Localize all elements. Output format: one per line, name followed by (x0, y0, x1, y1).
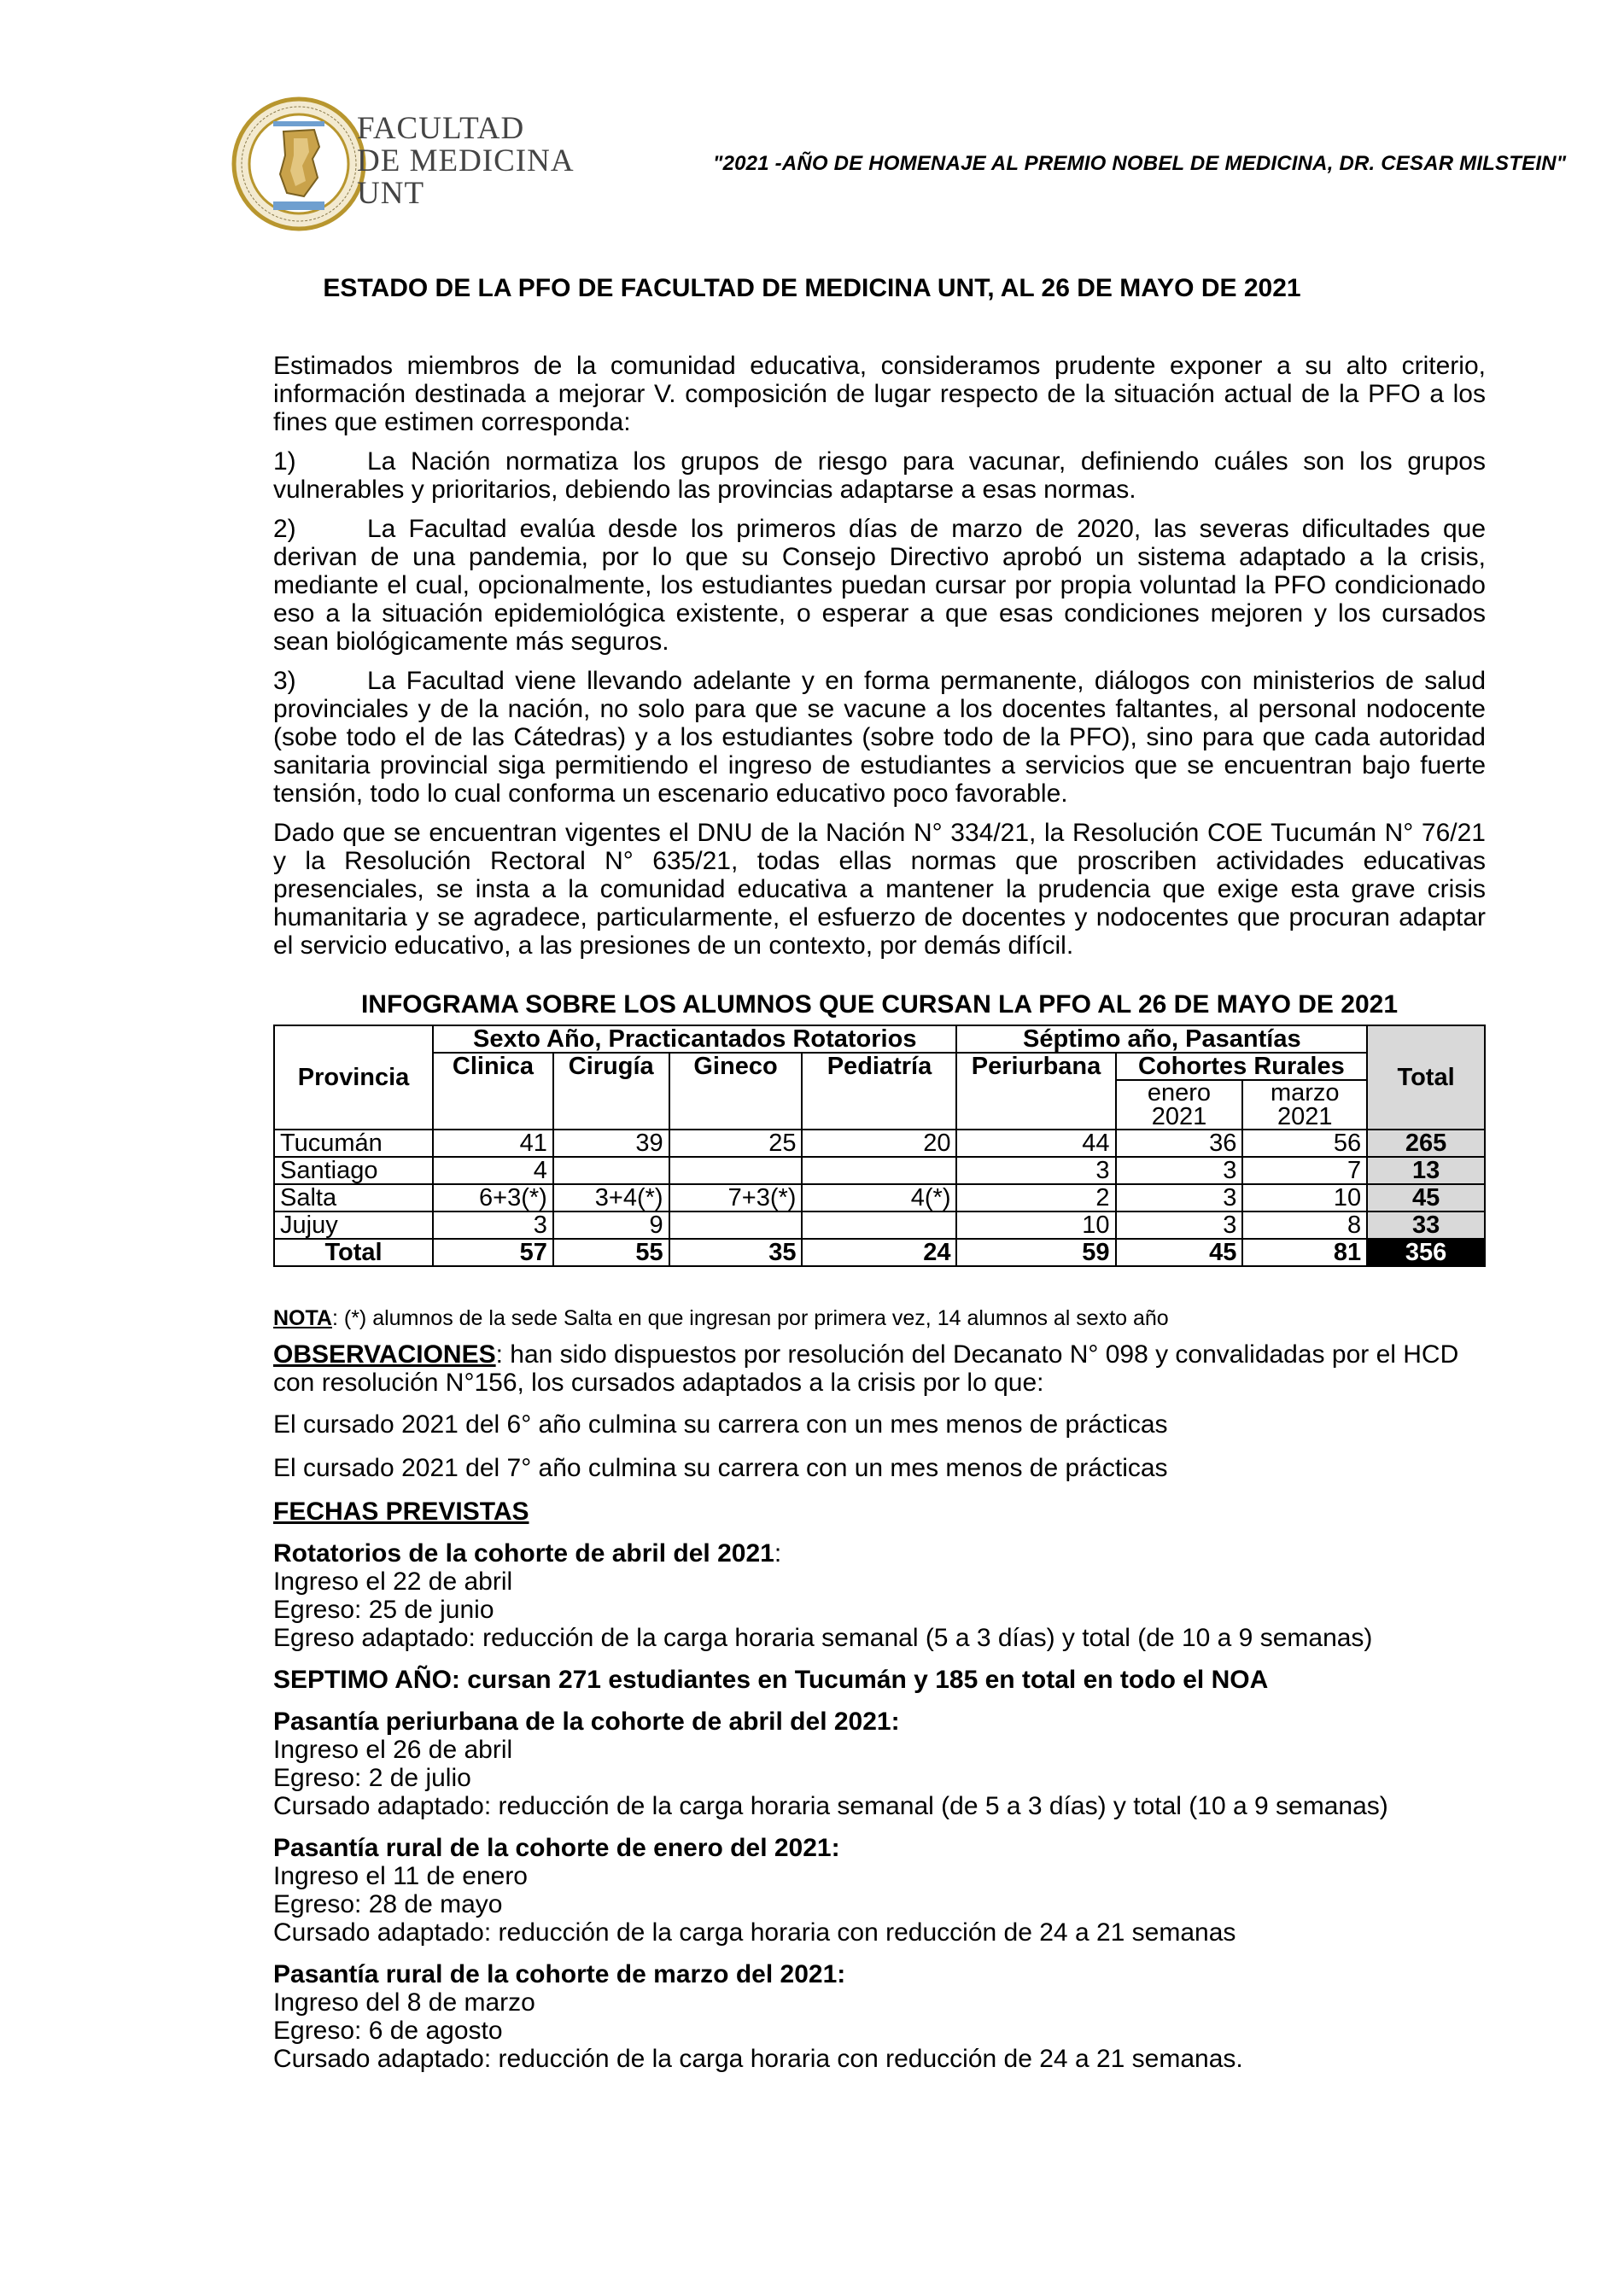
cell-enero: 3 (1116, 1211, 1243, 1239)
header-motto: "2021 -AÑO DE HOMENAJE AL PREMIO NOBEL DE MEDICINA, DR. CESAR MILSTEIN" (713, 152, 1567, 175)
intro-paragraph: Estimados miembros de la comunidad educativa, consideramos prudente exponer a su alto criterio, información destinada a mejorar V. composición de lugar respecto de la situación actual de la PFO a los fines que estimen corresponda: (273, 352, 1486, 436)
cell-marzo: 7 (1242, 1157, 1367, 1184)
point-2 (273, 515, 1486, 656)
rural-marzo-title: Pasantía rural de la cohorte de marzo del 2021: (273, 1960, 846, 1988)
cell-clinica: 3 (433, 1211, 553, 1239)
cell-prov: Santiago (274, 1157, 433, 1184)
table-row (274, 1184, 1485, 1211)
cell-gineco: 25 (669, 1130, 803, 1157)
header-marzo: marzo 2021 (1242, 1080, 1367, 1130)
rural-marzo-line-2: Egreso: 6 de agosto (273, 2017, 503, 2045)
table-total-row (274, 1239, 1485, 1266)
faculty-name-line3: UNT (357, 176, 425, 211)
cell-pediatria (802, 1211, 956, 1239)
header-septimo: Séptimo año, Pasantías (956, 1025, 1367, 1053)
rural-enero-block (273, 1834, 1486, 1947)
rotatorios-line-3: Egreso adaptado: reducción de la carga horaria semanal (5 a 3 días) y total (de 10 a 9 semanas) (273, 1624, 1373, 1652)
rural-enero-line-1: Ingreso el 11 de enero (273, 1862, 528, 1890)
point-3 (273, 667, 1486, 808)
header-provincia: Provincia (274, 1025, 433, 1130)
cell-total: 13 (1367, 1157, 1485, 1184)
cell-total: 356 (1367, 1239, 1485, 1266)
header-sexto: Sexto Año, Practicantados Rotatorios (433, 1025, 956, 1053)
cell-clinica: 4 (433, 1157, 553, 1184)
point-3-text: La Facultad viene llevando adelante y en forma permanente, diálogos con ministerios de salud provinciales y de la nación, no solo para que se vacune a los docentes faltantes, al personal nodocente (sobe todo el de las Cátedras) y a los estudiantes (sobre todo de la PFO), sino para que cada autoridad sanitaria provincial siga permitiendo el ingreso de estudiantes a servicios que se encuentran bajo fuerte tensión, todo lo cual conforma un escenario educativo poco favorable. (273, 667, 1486, 808)
periurbana-line-3: Cursado adaptado: reducción de la carga horaria semanal (de 5 a 3 días) y total (10 a 9 semanas) (273, 1792, 1388, 1820)
cell-gineco: 7+3(*) (669, 1184, 803, 1211)
cell-periurbana: 3 (956, 1157, 1115, 1184)
cell-cirugia: 9 (553, 1211, 669, 1239)
faculty-name (357, 113, 575, 210)
cell-pediatria: 24 (802, 1239, 956, 1266)
header-enero: enero 2021 (1116, 1080, 1243, 1130)
cell-gineco: 35 (669, 1239, 803, 1266)
observations-paragraph (273, 1340, 1486, 1397)
cell-marzo: 56 (1242, 1130, 1367, 1157)
cell-enero: 45 (1116, 1239, 1243, 1266)
table-title: INFOGRAMA SOBRE LOS ALUMNOS QUE CURSAN LA PFO AL 26 DE MAYO DE 2021 (360, 990, 1399, 1019)
cell-total: 45 (1367, 1184, 1485, 1211)
periurbana-title: Pasantía periurbana de la cohorte de abril del 2021: (273, 1708, 900, 1736)
cell-periurbana: 2 (956, 1184, 1115, 1211)
header-gineco: Gineco (669, 1053, 803, 1130)
observations-text: : han sido dispuestos por resolución del Decanato N° 098 y convalidadas por el HCD con resolución N°156, los cursados adaptados a la crisis por lo que: (273, 1340, 1459, 1397)
periurbana-line-2: Egreso: 2 de julio (273, 1764, 471, 1792)
header-total: Total (1367, 1025, 1485, 1130)
cell-enero: 3 (1116, 1184, 1243, 1211)
point-1-text: La Nación normatiza los grupos de riesgo para vacunar, definiendo cuáles son los grupos vulnerables y prioritarios, debiendo las provincias adaptarse a esas normas. (273, 447, 1486, 504)
faculty-name-line2: DE MEDICINA (357, 143, 575, 178)
dates-title: FECHAS PREVISTAS (273, 1498, 529, 1526)
header-cirugia: Cirugía (553, 1053, 669, 1130)
periurbana-block (273, 1708, 1486, 1820)
point-3-number: 3) (273, 667, 296, 695)
cell-prov: Total (274, 1239, 433, 1266)
cell-total: 265 (1367, 1130, 1485, 1157)
cell-prov: Salta (274, 1184, 433, 1211)
rural-marzo-block (273, 1960, 1486, 2073)
table-row (274, 1130, 1485, 1157)
cell-total: 33 (1367, 1211, 1485, 1239)
point-1-number: 1) (273, 447, 296, 476)
faculty-seal-logo (231, 96, 367, 232)
intro-section (273, 352, 1486, 971)
cell-marzo: 10 (1242, 1184, 1367, 1211)
faculty-name-line1: FACULTAD (357, 111, 525, 146)
rural-enero-line-2: Egreso: 28 de mayo (273, 1890, 503, 1918)
rotatorios-block: Rotatorios de la cohorte de abril del 2021: Ingreso el 22 de abril Egreso: 25 de junio Egreso adaptado: reducción de la carga horaria semanal (5 a 3 días) y total (de 10 a 9 semanas) (273, 1539, 1373, 1652)
table-note (273, 1306, 1169, 1331)
closing-paragraph: Dado que se encuentran vigentes el DNU de la Nación N° 334/21, la Resolución COE Tucumán N° 76/21 y la Resolución Rectoral N° 635/21, todas ellas normas que proscriben actividades educativas presenciales, se insta a la comunidad educativa a mantener la prudencia que exige esta grave crisis humanitaria y se agradece, particularmente, el esfuerzo de docentes y nodocentes que procuran adaptar el servicio educativo, a las presiones de un contexto, por demás difícil. (273, 819, 1486, 960)
rotatorios-title: Rotatorios de la cohorte de abril del 2021 (273, 1539, 774, 1568)
table-row (274, 1157, 1485, 1184)
header-periurbana: Periurbana (956, 1053, 1115, 1130)
cell-periurbana: 44 (956, 1130, 1115, 1157)
periurbana-line-1: Ingreso el 26 de abril (273, 1736, 513, 1764)
students-table (273, 1025, 1486, 1267)
note-text: : (*) alumnos de la sede Salta en que ingresan por primera vez, 14 alumnos al sexto año (331, 1306, 1169, 1330)
cell-clinica: 57 (433, 1239, 553, 1266)
cell-clinica: 6+3(*) (433, 1184, 553, 1211)
header-pediatria: Pediatría (802, 1053, 956, 1130)
rural-marzo-line-1: Ingreso del 8 de marzo (273, 1988, 535, 2017)
document-title: ESTADO DE LA PFO DE FACULTAD DE MEDICINA UNT, AL 26 DE MAYO DE 2021 (323, 274, 1301, 302)
observations-line-2: El cursado 2021 del 7° año culmina su carrera con un mes menos de prácticas (273, 1454, 1168, 1482)
cell-prov: Tucumán (274, 1130, 433, 1157)
note-label: NOTA (273, 1306, 332, 1330)
cell-gineco (669, 1157, 803, 1184)
point-2-text: La Facultad evalúa desde los primeros días de marzo de 2020, las severas dificultades que derivan de una pandemia, por lo que su Consejo Directivo aprobó un sistema adaptado a la crisis, mediante el cual, opcionalmente, los estudiantes puedan cursar por propia voluntad la PFO condicionado eso a la situación epidemiológica existente, o esperar a que esas condiciones mejoren y los cursados sean biológicamente más seguros. (273, 515, 1486, 656)
point-1 (273, 447, 1486, 504)
rural-enero-title: Pasantía rural de la cohorte de enero del 2021: (273, 1834, 840, 1862)
cell-cirugia: 55 (553, 1239, 669, 1266)
header-clinica: Clinica (433, 1053, 553, 1130)
cell-marzo: 81 (1242, 1239, 1367, 1266)
rural-enero-line-3: Cursado adaptado: reducción de la carga horaria con reducción de 24 a 21 semanas (273, 1918, 1236, 1947)
observations-label: OBSERVACIONES (273, 1340, 496, 1369)
rotatorios-line-1: Ingreso el 22 de abril (273, 1568, 513, 1596)
cell-periurbana: 10 (956, 1211, 1115, 1239)
point-2-number: 2) (273, 515, 296, 543)
cell-gineco (669, 1211, 803, 1239)
cell-enero: 3 (1116, 1157, 1243, 1184)
septimo-summary: SEPTIMO AÑO: cursan 271 estudiantes en Tucumán y 185 en total en todo el NOA (273, 1666, 1269, 1694)
cell-cirugia (553, 1157, 669, 1184)
cell-marzo: 8 (1242, 1211, 1367, 1239)
cell-clinica: 41 (433, 1130, 553, 1157)
table-row (274, 1211, 1485, 1239)
cell-periurbana: 59 (956, 1239, 1115, 1266)
observations-section (273, 1340, 1486, 2087)
cell-cirugia: 39 (553, 1130, 669, 1157)
header-cohortes: Cohortes Rurales (1116, 1053, 1368, 1080)
cell-pediatria: 20 (802, 1130, 956, 1157)
cell-pediatria: 4(*) (802, 1184, 956, 1211)
observations-line-1: El cursado 2021 del 6° año culmina su carrera con un mes menos de prácticas (273, 1410, 1168, 1439)
cell-enero: 36 (1116, 1130, 1243, 1157)
rotatorios-line-2: Egreso: 25 de junio (273, 1596, 494, 1624)
cell-cirugia: 3+4(*) (553, 1184, 669, 1211)
cell-pediatria (802, 1157, 956, 1184)
rural-marzo-line-3: Cursado adaptado: reducción de la carga horaria con reducción de 24 a 21 semanas. (273, 2045, 1243, 2073)
cell-prov: Jujuy (274, 1211, 433, 1239)
